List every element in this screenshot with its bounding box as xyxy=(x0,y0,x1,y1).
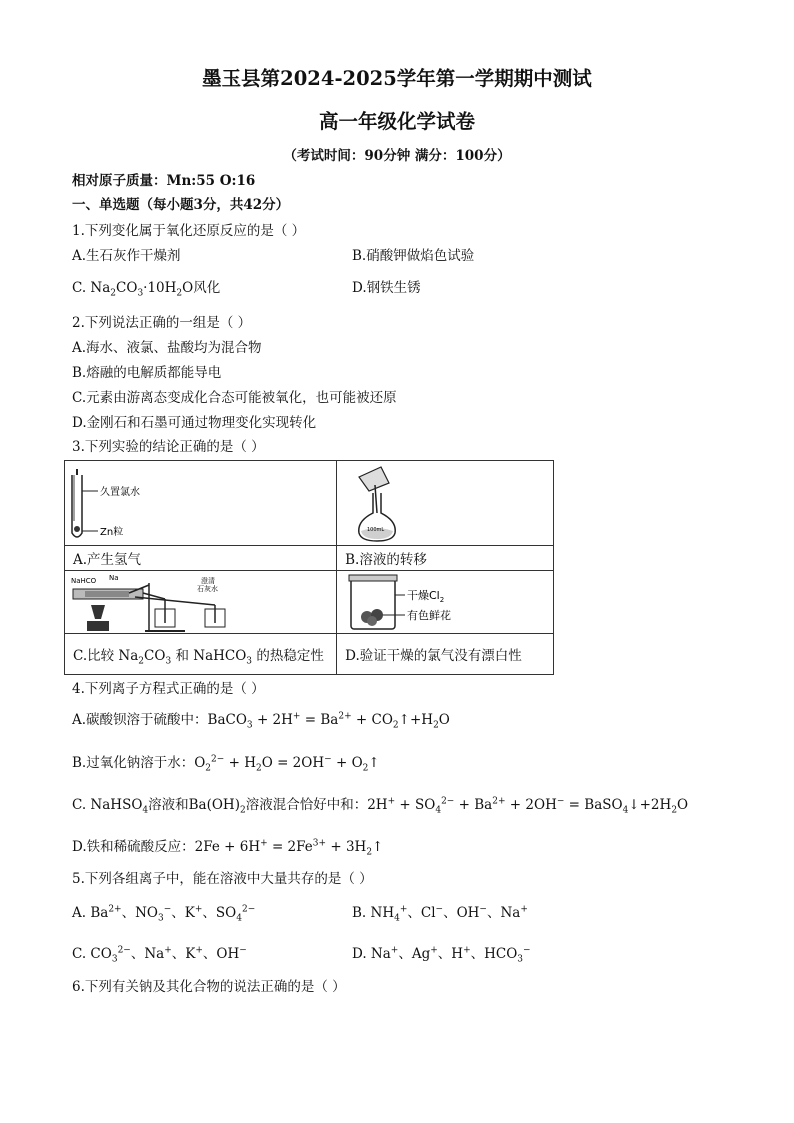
q2-option-d: D.金刚石和石墨可通过物理变化实现转化 xyxy=(72,415,317,431)
atomic-mass: 相对原子质量：Mn:55 O:16 xyxy=(72,173,256,189)
q6-stem: 6.下列有关钠及其化合物的说法正确的是（ ） xyxy=(72,979,346,995)
cell-d-figure xyxy=(337,571,554,634)
exam-title: 墨玉县第2024-2025学年第一学期期中测试 xyxy=(202,67,592,90)
q5-option-a: A. $Ba^{2+}$、$NO_3^-$、K+、$SO_4^{2-}$ xyxy=(72,904,256,924)
q2-option-b: B.熔融的电解质都能导电 xyxy=(72,365,222,381)
svg-text:100mL: 100mL xyxy=(367,527,385,533)
section-heading: 一、单选题（每小题3分，共42分） xyxy=(72,197,290,213)
svg-text:Na: Na xyxy=(109,574,119,582)
q1-option-d: D.钢铁生锈 xyxy=(352,280,421,296)
cell-d-caption: D.验证干燥的氯气没有漂白性 xyxy=(337,634,554,675)
cell-b-figure xyxy=(337,461,554,546)
q2-stem: 2.下列说法正确的一组是（ ） xyxy=(72,315,252,331)
svg-text:NaHCO: NaHCO xyxy=(71,577,97,585)
svg-text:澄清: 澄清 xyxy=(201,577,215,585)
q4-option-c: C. NaHSO$_4$溶液和$Ba(OH)_2$溶液混合恰好中和：$2H^+ + SO_4^{2-} + Ba^{2+} + 2OH^-$ = $BaSO_4↓+2H_2O$ xyxy=(72,796,689,816)
q5-option-d: D. Na+、Ag+、H+、$HCO_3^-$ xyxy=(352,945,531,965)
cell-b-caption: B.溶液的转移 xyxy=(337,546,554,571)
q1-option-c: C. $Na_2CO_3\cdot 10H_2O$风化 xyxy=(72,280,221,299)
exam-subtitle: 高一年级化学试卷 xyxy=(318,110,475,133)
q3-stem: 3.下列实验的结论正确的是（ ） xyxy=(72,439,265,455)
q2-option-c: C.元素由游离态变成化合态可能被氧化，也可能被还原 xyxy=(72,390,397,406)
label-zinc: Zn粒 xyxy=(100,527,124,538)
volumetric-flask-figure xyxy=(337,461,552,545)
q5-option-b: B. $NH_4^+$、Cl−、OH−、Na+ xyxy=(352,904,528,924)
q4-option-b: B.过氧化钠溶于水：$O_2^{2-} + H_2O = 2OH^-$ + $O_2↑$ xyxy=(72,754,380,774)
label-chlorine-water: 久置氯水 xyxy=(100,487,140,498)
experiment-table xyxy=(64,460,554,675)
exam-info: （考试时间：90分钟 满分：100分） xyxy=(283,148,511,164)
label-dry-chlorine: 干燥$Cl_2$ xyxy=(407,589,445,604)
q4-option-d: D.铁和稀硫酸反应：$2Fe + 6H^+ = 2Fe^{3+}$ + $3H_2↑$ xyxy=(72,838,384,858)
heating-apparatus-figure xyxy=(65,571,335,633)
q2-option-a: A.海水、液氯、盐酸均为混合物 xyxy=(72,340,262,356)
label-flower: 有色鲜花 xyxy=(407,609,452,622)
test-tube-figure xyxy=(65,461,335,545)
cell-c-figure xyxy=(65,571,337,634)
q5-stem: 5.下列各组离子中，能在溶液中大量共存的是（ ） xyxy=(72,871,373,887)
gas-jar-figure xyxy=(337,571,552,633)
cell-a-caption: A.产生氢气 xyxy=(65,546,337,571)
q1-option-a: A.生石灰作干燥剂 xyxy=(72,248,181,264)
svg-text:石灰水: 石灰水 xyxy=(197,585,218,593)
q4-option-a: A.碳酸钡溶于硫酸中：BaCO$_3$ + $2H^+ = Ba^{2+}$ + $CO_2↑+H_2O$ xyxy=(72,711,450,731)
cell-c-caption: C.比较 $Na_2CO_3$ 和 NaHCO$_3$ 的热稳定性 xyxy=(65,634,337,675)
cell-a-figure xyxy=(65,461,337,546)
q5-option-c: C. $CO_3^{2-}$、Na+、K+、OH− xyxy=(72,945,247,965)
q1-stem: 1.下列变化属于氧化还原反应的是（ ） xyxy=(72,223,306,239)
q1-option-b: B.硝酸钾做焰色试验 xyxy=(352,248,475,264)
q4-stem: 4.下列离子方程式正确的是（ ） xyxy=(72,681,265,697)
